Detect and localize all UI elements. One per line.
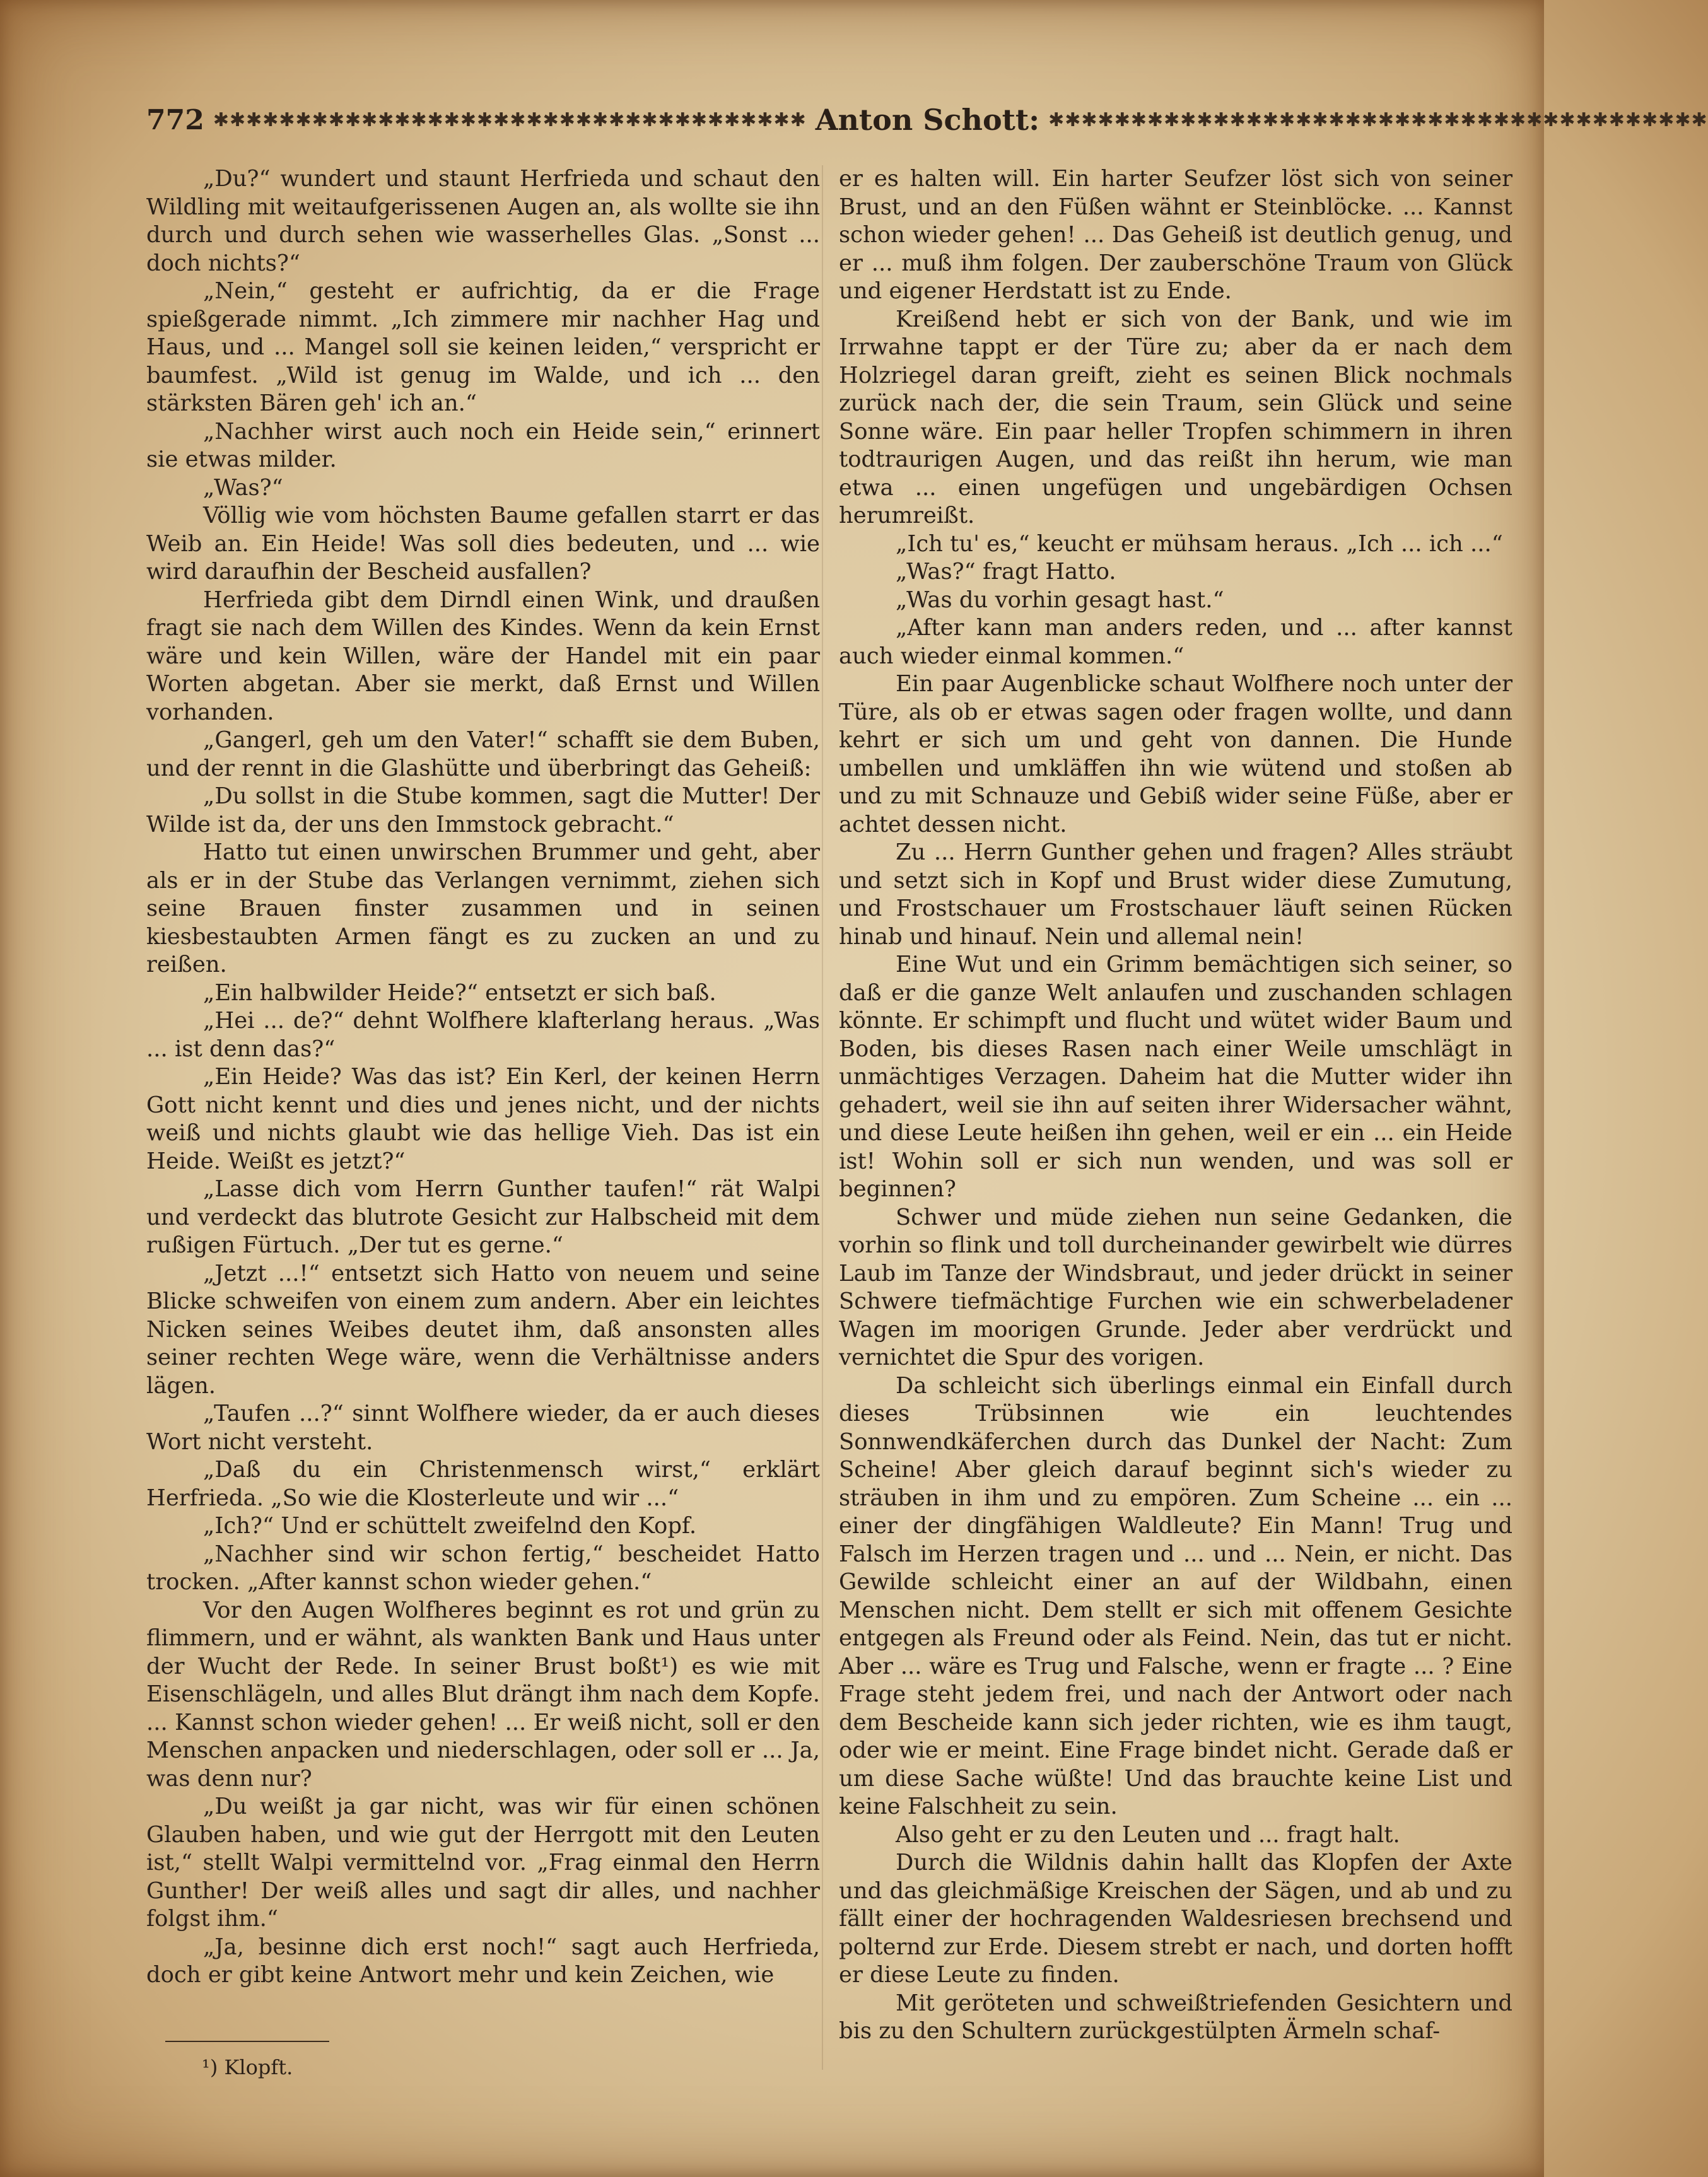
- paragraph: „Du weißt ja gar nicht, was wir für einen schönen Glauben haben, und wie gut der Herrgott mit den Leuten ist,“ stellt Walpi vermittelnd vor. „Frag einmal den Herrn Gunther! Der weiß alles und sagt dir alles, und nachher folgst ihm.“: [146, 1794, 820, 1932]
- paragraph: „Nein,“ gesteht er aufrichtig, da er die Frage spießgerade nimmt. „Ich zimmere mir nachher Hag und Haus, und ... Mangel soll sie keinen leiden,“ verspricht er baumfest. „Wild ist genug im Walde, und ich ... den stärksten Bären geh' ich an.“: [146, 278, 820, 416]
- ornament-rule-left: ✱✱✱✱✱✱✱✱✱✱✱✱✱✱✱✱✱✱✱✱✱✱✱✱✱✱✱✱✱✱✱✱✱✱✱✱: [213, 108, 807, 131]
- paragraph: Also geht er zu den Leuten und ... fragt halt.: [896, 1821, 1400, 1848]
- paragraph: Ein paar Augenblicke schaut Wolfhere noch unter der Türe, als ob er etwas sagen oder fragen wollte, und dann kehrt er sich um und geht von dannen. Die Hunde umbellen und umkläffen ihn wie wütend und stoßen ab und zu mit Schnauze und Gebiß wider seine Füße, aber er achtet dessen nicht.: [839, 671, 1512, 838]
- paragraph: „Nachher wirst auch noch ein Heide sein,“ erinnert sie etwas milder.: [146, 418, 820, 472]
- paragraph: Hatto tut einen unwirschen Brummer und geht, aber als er in der Stube das Verlangen vernimmt, ziehen sich seine Brauen finster zusammen und in seinen kiesbestaubten Armen fängt es zu zucken an und zu reißen.: [146, 839, 820, 978]
- paragraph: er es halten will. Ein harter Seufzer löst sich von seiner Brust, und an den Füßen wähnt er Steinblöcke. ... Kannst schon wieder gehen! ... Das Geheiß ist deutlich genug, und er ... muß ihm folgen. Der zauberschöne Traum von Glück und eigener Herdstatt ist zu Ende.: [839, 166, 1512, 304]
- paragraph: „Jetzt ...!“ entsetzt sich Hatto von neuem und seine Blicke schweifen von einem zum andern. Aber ein leichtes Nicken seines Weibes deutet ihm, daß ansonsten alles seiner rechten Wege wäre, wenn die Verhältnisse anders lägen.: [146, 1260, 820, 1399]
- paragraph: „Nachher sind wir schon fertig,“ bescheidet Hatto trocken. „After kannst schon wieder gehen.“: [146, 1541, 820, 1595]
- paragraph: „Taufen ...?“ sinnt Wolfhere wieder, da er auch dieses Wort nicht versteht.: [146, 1401, 820, 1455]
- footnote: ¹) Klopft.: [202, 2055, 293, 2079]
- paragraph: „Lasse dich vom Herrn Gunther taufen!“ rät Walpi und verdeckt das blutrote Gesicht zur Halbscheid mit dem rußigen Fürtuch. „Der tut es gerne.“: [146, 1176, 820, 1258]
- ornament-rule-right: ✱✱✱✱✱✱✱✱✱✱✱✱✱✱✱✱✱✱✱✱✱✱✱✱✱✱✱✱✱✱✱✱✱✱✱✱✱✱✱✱: [1048, 108, 1708, 131]
- column-divider: [822, 165, 823, 2070]
- right-column: [839, 165, 1512, 2046]
- paragraph: „Ja, besinne dich erst noch!“ sagt auch Herfrieda, doch er gibt keine Antwort mehr und kein Zeichen, wie: [146, 1934, 820, 1988]
- paragraph: „Du?“ wundert und staunt Herfrieda und schaut den Wildling mit weitaufgerissenen Augen an, als wollte sie ihn durch und durch sehen wie wasserhelles Glas. „Sonst ... doch nichts?“: [146, 166, 820, 276]
- paragraph: Herfrieda gibt dem Dirndl einen Wink, und draußen fragt sie nach dem Willen des Kindes. Wenn da kein Ernst wäre und kein Willen, wäre der Handel mit ein paar Worten abgetan. Aber sie merkt, daß Ernst und Willen vorhanden.: [146, 587, 820, 725]
- paragraph: „After kann man anders reden, und ... after kannst auch wieder einmal kommen.“: [839, 615, 1512, 669]
- footnote-rule: [165, 2041, 329, 2042]
- paragraph: „Daß du ein Christenmensch wirst,“ erklärt Herfrieda. „So wie die Klosterleute und wir ...“: [146, 1457, 820, 1511]
- paragraph: Völlig wie vom höchsten Baume gefallen starrt er das Weib an. Ein Heide! Was soll dies bedeuten, und ... wie wird daraufhin der Bescheid ausfallen?: [146, 503, 820, 585]
- paragraph: „Was?“ fragt Hatto.: [896, 559, 1116, 585]
- paragraph: „Was du vorhin gesagt hast.“: [896, 587, 1224, 613]
- paragraph: Vor den Augen Wolfheres beginnt es rot und grün zu flimmern, und er wähnt, als wankten Bank und Haus unter der Wucht der Rede. In seiner Brust boßt¹) es wie mit Eisenschlägeln, und alles Blut drängt ihm nach dem Kopfe. ... Kannst schon wieder gehen! ... Er weiß nicht, soll er den Menschen anpacken und niederschlagen, oder soll er ... Ja, was denn nur?: [146, 1597, 820, 1792]
- paragraph: „Ich?“ Und er schüttelt zweifelnd den Kopf.: [203, 1513, 697, 1539]
- paragraph: „Gangerl, geh um den Vater!“ schafft sie dem Buben, und der rennt in die Glashütte und überbringt das Geheiß:: [146, 727, 820, 781]
- paragraph: „Ein Heide? Was das ist? Ein Kerl, der keinen Herrn Gott nicht kennt und dies und jenes nicht, und der nichts weiß und nichts glaubt wie das hellige Vieh. Das ist ein Heide. Weißt es jetzt?“: [146, 1064, 820, 1174]
- left-column: [146, 165, 820, 1990]
- paragraph: Eine Wut und ein Grimm bemächtigen sich seiner, so daß er die ganze Welt anlaufen und zuschanden schlagen könnte. Er schimpft und flucht und wütet wider Baum und Boden, bis dieses Rasen nach einer Weile umschlägt in unmächtiges Verzagen. Daheim hat die Mutter wider ihn gehadert, weil sie ihn auf seiten ihrer Widersacher wähnt, und diese Leute heißen ihn gehen, weil er ein ... ein Heide ist! Wohin soll er sich nun wenden, und was soll er beginnen?: [839, 952, 1512, 1202]
- paragraph: Durch die Wildnis dahin hallt das Klopfen der Axte und das gleichmäßige Kreischen der Sägen, und ab und zu fällt einer der hochragenden Waldesriesen brechsend und polternd zur Erde. Diesem strebt er nach, und dorten hofft er diese Leute zu finden.: [839, 1850, 1512, 1988]
- paragraph: „Hei ... de?“ dehnt Wolfhere klafterlang heraus. „Was ... ist denn das?“: [146, 1008, 820, 1062]
- paragraph: Schwer und müde ziehen nun seine Gedanken, die vorhin so flink und toll durcheinander gewirbelt wie dürres Laub im Tanze der Windsbraut, und jeder drückt in seiner Schwere tiefmächtige Furchen wie ein schwerbeladener Wagen im moorigen Grunde. Jeder aber verdrückt und vernichtet die Spur des vorigen.: [839, 1204, 1512, 1370]
- running-title: Anton Schott:: [815, 103, 1040, 137]
- paragraph: Mit geröteten und schweißtriefenden Gesichtern und bis zu den Schultern zurückgestülpten Ärmeln schaf-: [839, 1990, 1512, 2044]
- page-number: 772: [146, 103, 204, 136]
- paragraph: „Du sollst in die Stube kommen, sagt die Mutter! Der Wilde ist da, der uns den Immstock gebracht.“: [146, 783, 820, 838]
- paragraph: Kreißend hebt er sich von der Bank, und wie im Irrwahne tappt er der Türe zu; aber da er nach dem Holzriegel daran greift, zieht es seinen Blick nochmals zurück nach der, die sein Traum, sein Glück und seine Sonne wäre. Ein paar heller Tropfen schimmern in ihren todtraurigen Augen, und das reißt ihn herum, wie man etwa ... einen ungefügen und ungebärdigen Ochsen herumreißt.: [839, 306, 1512, 528]
- paragraph: „Was?“: [203, 474, 283, 501]
- paragraph: Zu ... Herrn Gunther gehen und fragen? Alles sträubt und setzt sich in Kopf und Brust wider diese Zumutung, und Frostschauer um Frostschauer läuft seinen Rücken hinab und hinauf. Nein und allemal nein!: [839, 839, 1512, 950]
- page-header: [146, 101, 1708, 139]
- paragraph: „Ich tu' es,“ keucht er mühsam heraus. „Ich ... ich ...“: [896, 530, 1503, 557]
- paragraph: „Ein halbwilder Heide?“ entsetzt er sich baß.: [203, 979, 717, 1006]
- paragraph: Da schleicht sich überlings einmal ein Einfall durch dieses Trübsinnen wie ein leuchtendes Sonnwendkäferchen durch das Dunkel der Nacht: Zum Scheine! Aber gleich darauf beginnt sich's wieder zu sträuben in ihm und zu empören. Zum Scheine ... ein ... einer der dingfähigen Waldleute? Ein Mann! Trug und Falsch im Herzen tragen und ... und ... Nein, er nicht. Das Gewilde schleicht einer an auf der Wildbahn, einen Menschen nicht. Dem stellt er sich mit offenem Gesichte entgegen als Freund oder als Feind. Nein, das tut er nicht. Aber ... wäre es Trug und Falsche, wenn er fragte ... ? Eine Frage steht jedem frei, und nach der Antwort oder nach dem Bescheide kann sich jeder richten, wie es ihm taugt, oder wie er meint. Eine Frage bindet nicht. Gerade daß er um diese Sache wüßte! Und das brauchte keine List und keine Falschheit zu sein.: [839, 1372, 1512, 1819]
